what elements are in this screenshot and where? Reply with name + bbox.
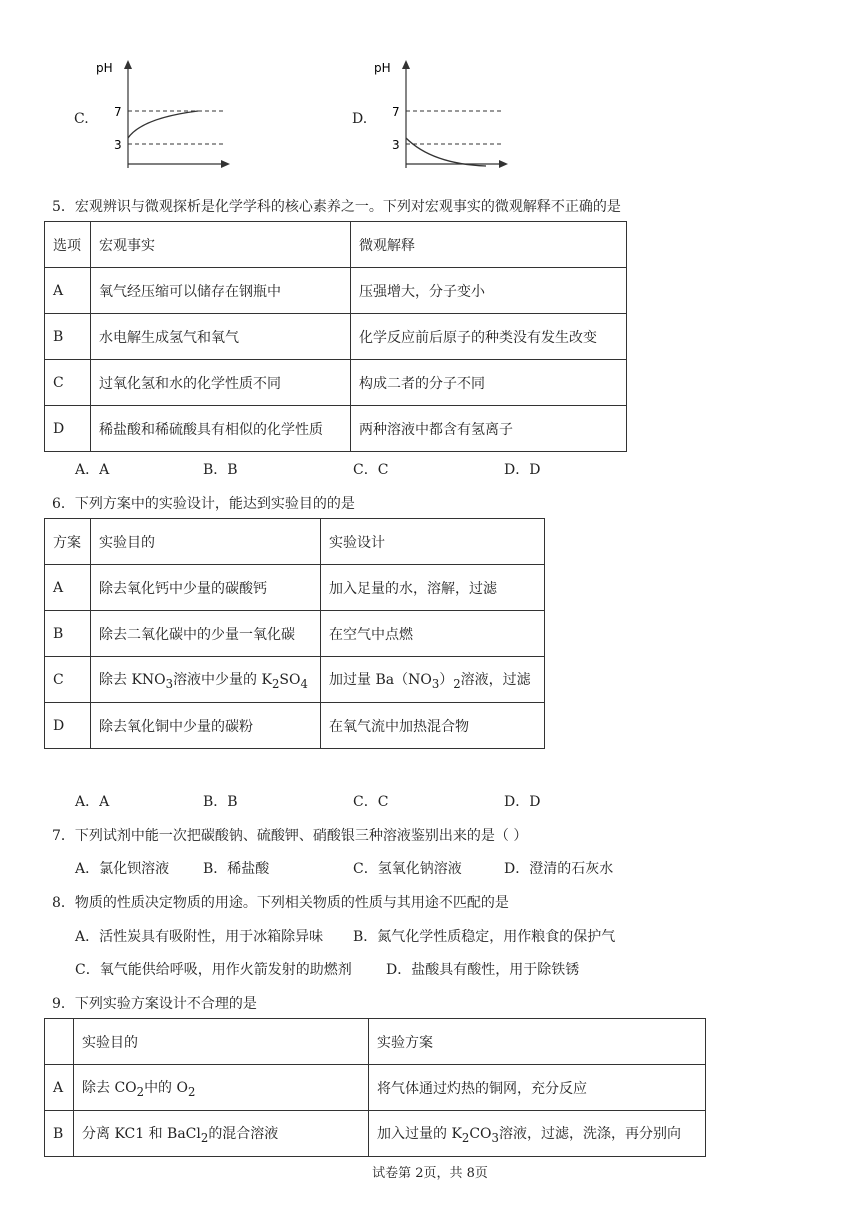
ph-curve-rising [128,111,198,138]
table-header [45,1019,74,1065]
design-cell: 在空气中点燃 [321,611,545,657]
option-cell: A [45,1065,74,1111]
table-header: 实验设计 [321,519,545,565]
q7-option-a[interactable]: A．氯化钡溶液 [75,861,170,877]
goal-cell: 除去 $KNO_3$溶液中少量的 $K_2SO_4$ [91,657,321,703]
q7-option-b[interactable]: B．稀盐酸 [203,861,270,877]
table-row [45,268,627,314]
q5-option-b[interactable]: B．B [203,462,238,478]
q6-option-b[interactable]: B．B [203,794,238,810]
ph-axis-label: pH [96,61,113,75]
option-cell: C [45,657,91,703]
goal-cell: 除去氧化钙中少量的碳酸钙 [91,565,321,611]
q5-table [44,221,627,452]
table-row [45,360,627,406]
q8-option-c[interactable]: C．氧气能供给呼吸，用作火箭发射的助燃剂 [75,962,352,978]
option-cell: B [45,314,91,360]
q6-option-c[interactable]: C．C [353,794,389,810]
tick-3: 3 [114,138,122,152]
q6-table [44,518,545,749]
q6-option-a[interactable]: A．A [75,794,110,810]
q5-option-c[interactable]: C．C [353,462,389,478]
plan-cell: 将气体通过灼热的铜网，充分反应 [369,1065,706,1111]
table-header: 宏观事实 [91,222,351,268]
table-row [45,657,545,703]
ph-chart-d [370,56,510,176]
option-c-letter: C. [74,111,89,127]
table-row [45,1111,706,1157]
option-cell: A [45,268,91,314]
fact-cell: 过氧化氢和水的化学性质不同 [91,360,351,406]
explanation-cell: 两种溶液中都含有氢离子 [351,406,627,452]
table-row [45,565,545,611]
q6-option-d[interactable]: D．D [504,794,541,810]
option-cell: C [45,360,91,406]
q5-option-d[interactable]: D．D [504,462,541,478]
table-row [45,406,627,452]
q7-option-d[interactable]: D．澄清的石灰水 [504,861,614,877]
goal-cell: 除去 $CO_2$中的 $O_2$ [74,1065,369,1111]
explanation-cell: 化学反应前后原子的种类没有发生改变 [351,314,627,360]
q5-option-a[interactable]: A．A [75,462,110,478]
fact-cell: 氧气经压缩可以储存在钢瓶中 [91,268,351,314]
explanation-cell: 构成二者的分子不同 [351,360,627,406]
q8-option-a[interactable]: A．活性炭具有吸附性，用于冰箱除异味 [75,929,324,945]
table-row [45,611,545,657]
table-header: 选项 [45,222,91,268]
option-cell: B [45,1111,74,1157]
table-header: 方案 [45,519,91,565]
tick-3: 3 [392,138,400,152]
fact-cell: 稀盐酸和稀硫酸具有相似的化学性质 [91,406,351,452]
goal-cell: 分离 KC1 和 BaCl$_2$的混合溶液 [74,1111,369,1157]
q8-stem: 8．物质的性质决定物质的用途。下列相关物质的性质与其用途不匹配的是 [52,895,509,911]
q9-stem: 9．下列实验方案设计不合理的是 [52,996,257,1012]
option-cell: D [45,406,91,452]
ph-curve-falling [406,138,486,166]
q7-stem: 7．下列试剂中能一次把碳酸钠、硫酸钾、硝酸银三种溶液鉴别出来的是（ ） [52,828,528,844]
option-cell: B [45,611,91,657]
explanation-cell: 压强增大，分子变小 [351,268,627,314]
table-row [45,314,627,360]
option-cell: A [45,565,91,611]
ph-axis-label: pH [374,61,391,75]
tick-7: 7 [114,105,122,119]
option-d-letter: D. [352,111,368,127]
table-row [45,1065,706,1111]
goal-cell: 除去二氧化碳中的少量一氧化碳 [91,611,321,657]
fact-cell: 水电解生成氢气和氧气 [91,314,351,360]
q8-option-d[interactable]: D．盐酸具有酸性，用于除铁锈 [386,962,580,978]
design-cell: 在氧气流中加热混合物 [321,703,545,749]
table-header: 实验方案 [369,1019,706,1065]
ph-chart-c [92,56,232,176]
plan-cell: 加入过量的 $K_2CO_3$溶液，过滤，洗涤，再分别向 [369,1111,706,1157]
q9-table [44,1018,706,1157]
design-cell: 加入足量的水，溶解，过滤 [321,565,545,611]
option-cell: D [45,703,91,749]
tick-7: 7 [392,105,400,119]
page-footer: 试卷第 2页，共 8页 [372,1166,488,1181]
table-row [45,703,545,749]
table-header: 微观解释 [351,222,627,268]
q6-stem: 6．下列方案中的实验设计，能达到实验目的的是 [52,496,355,512]
q8-option-b[interactable]: B．氮气化学性质稳定，用作粮食的保护气 [353,929,616,945]
table-header: 实验目的 [91,519,321,565]
design-cell: 加过量 $Ba(NO_3)_2$溶液，过滤 [321,657,545,703]
table-header: 实验目的 [74,1019,369,1065]
q7-option-c[interactable]: C．氢氧化钠溶液 [353,861,462,877]
q5-stem: 5．宏观辨识与微观探析是化学学科的核心素养之一。下列对宏观事实的微观解释不正确的是 [52,199,621,215]
goal-cell: 除去氧化铜中少量的碳粉 [91,703,321,749]
